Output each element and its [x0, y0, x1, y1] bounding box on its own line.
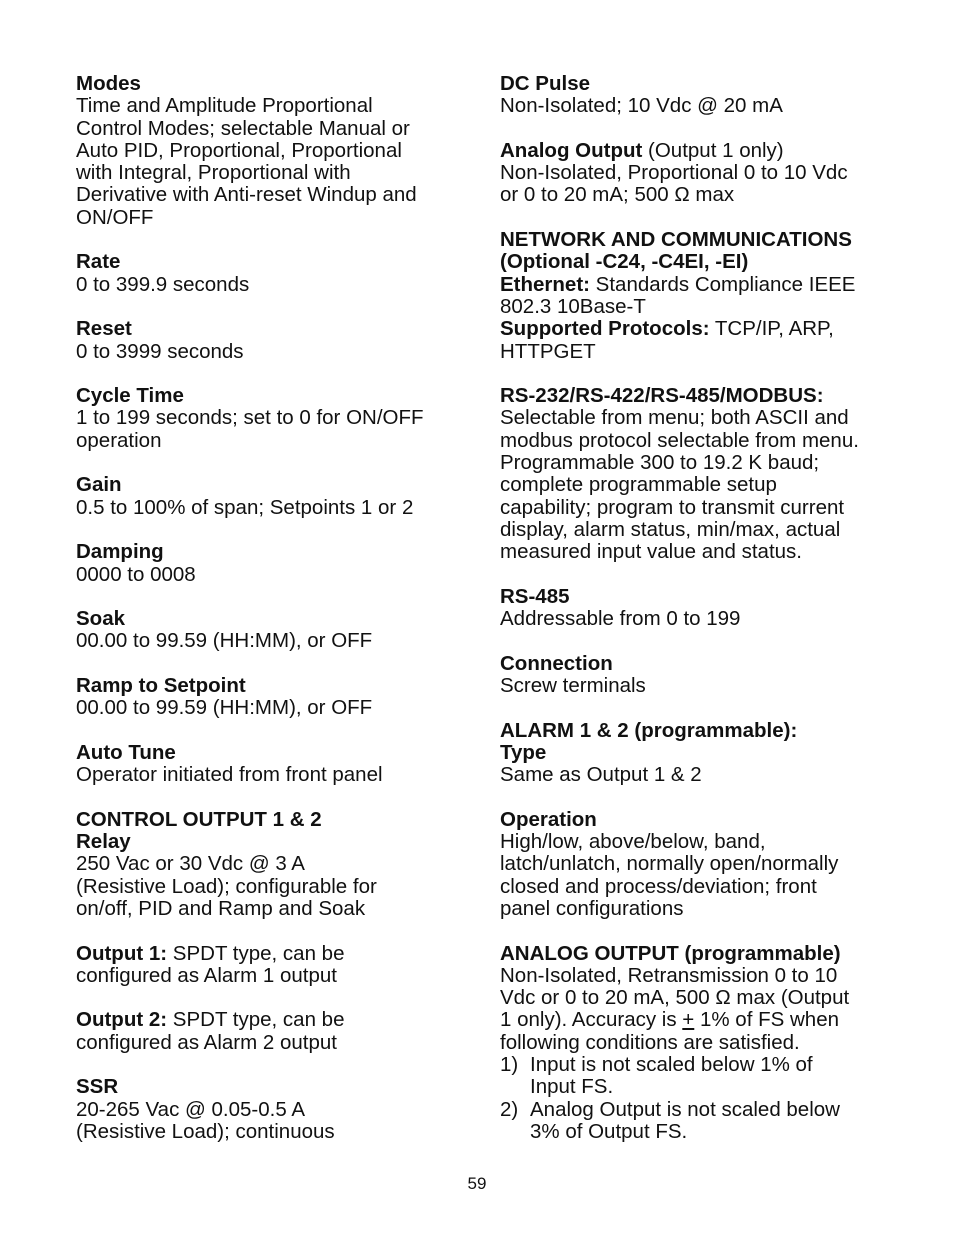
- section-heading: ALARM 1 & 2 (programmable):: [500, 718, 798, 742]
- section-heading: RS-485: [500, 584, 570, 608]
- body-line: complete programmable setup: [500, 473, 777, 497]
- body-line: on/off, PID and Ramp and Soak: [76, 896, 366, 920]
- body-line: 0.5 to 100% of span; Setpoints 1 or 2: [76, 495, 414, 519]
- spec-section: [76, 608, 476, 653]
- spec-section: [76, 73, 476, 229]
- section-heading: CONTROL OUTPUT 1 & 2: [76, 807, 322, 831]
- section-heading: Rate: [76, 250, 121, 274]
- spec-section: [76, 541, 476, 586]
- body-line: Derivative with Anti-reset Windup and: [76, 183, 417, 207]
- body-line: Programmable 300 to 19.2 K baud;: [500, 451, 820, 475]
- body-line: Selectable from menu; both ASCII and: [500, 406, 849, 430]
- body-line: 250 Vac or 30 Vdc @ 3 A: [76, 852, 305, 876]
- body-line: configured as Alarm 1 output: [76, 963, 337, 987]
- section-subheading: Relay: [76, 830, 131, 854]
- list-item: [500, 1099, 900, 1144]
- body-line: 802.3 10Base-T: [500, 294, 646, 318]
- body-line: panel configurations: [500, 896, 684, 920]
- body-line: Addressable from 0 to 199: [500, 607, 741, 631]
- body-line: High/low, above/below, band,: [500, 830, 766, 854]
- section-heading: (Optional -C24, -C4EI, -EI): [500, 250, 749, 274]
- body-line: configured as Alarm 2 output: [76, 1030, 337, 1054]
- body-line: 20-265 Vac @ 0.05-0.5 A: [76, 1097, 305, 1121]
- body-line: Screw terminals: [500, 674, 646, 698]
- body-line: measured input value and status.: [500, 540, 802, 564]
- body-line: ON/OFF: [76, 205, 154, 229]
- section-heading: NETWORK AND COMMUNICATIONS: [500, 228, 852, 252]
- body-line: modbus protocol selectable from menu.: [500, 428, 859, 452]
- inline-label: Output 1:: [76, 941, 168, 965]
- body-line: 00.00 to 99.59 (HH:MM), or OFF: [76, 629, 373, 653]
- analog-output-section: [500, 140, 900, 207]
- body-line: (Resistive Load); configurable for: [76, 874, 377, 898]
- section-heading: Reset: [76, 317, 132, 341]
- section-heading: RS-232/RS-422/RS-485/MODBUS:: [500, 384, 824, 408]
- body-line: closed and process/deviation; front: [500, 874, 817, 898]
- body-line: Input FS.: [530, 1075, 614, 1099]
- rs485-section: [500, 586, 900, 631]
- inline-label: Supported Protocols:: [500, 317, 710, 341]
- body-line: 0 to 3999 seconds: [76, 339, 244, 363]
- spec-section: [76, 675, 476, 720]
- section-heading: Connection: [500, 651, 613, 675]
- rs232-section: [500, 385, 900, 563]
- body-line: 0 to 399.9 seconds: [76, 272, 250, 296]
- body-line: 0000 to 0008: [76, 562, 196, 586]
- left-spec-list: [76, 73, 476, 787]
- body-text: (Output 1 only): [642, 138, 784, 162]
- section-heading: DC Pulse: [500, 72, 590, 95]
- output-2-section: [76, 1009, 476, 1054]
- body-line: 3% of Output FS.: [530, 1119, 688, 1143]
- body-text: SPDT type, can be: [167, 941, 345, 965]
- body-text: Standards Compliance IEEE: [589, 272, 856, 296]
- spec-section: [76, 385, 476, 452]
- body-line: (Resistive Load); continuous: [76, 1119, 335, 1143]
- body-line: Auto PID, Proportional, Proportional: [76, 138, 402, 162]
- operation-section: [500, 809, 900, 920]
- dc-pulse-section: [500, 73, 900, 118]
- control-output-section: [76, 809, 476, 920]
- section-heading: Cycle Time: [76, 384, 184, 408]
- body-line: following conditions are satisfied.: [500, 1030, 800, 1054]
- section-heading: SSR: [76, 1075, 119, 1099]
- section-heading: Operation: [500, 807, 597, 831]
- spec-section: [76, 474, 476, 519]
- section-heading: Modes: [76, 72, 141, 95]
- left-column: [76, 73, 476, 1166]
- body-line: latch/unlatch, normally open/normally: [500, 852, 839, 876]
- ssr-section: [76, 1076, 476, 1143]
- body-line: HTTPGET: [500, 339, 596, 363]
- alarm-section: [500, 720, 900, 787]
- body-line: Control Modes; selectable Manual or: [76, 116, 410, 140]
- list-number: 2): [500, 1097, 519, 1121]
- list-number: 1): [500, 1053, 519, 1077]
- body-text: TCP/IP, ARP,: [709, 317, 834, 341]
- body-line: Time and Amplitude Proportional: [76, 94, 373, 118]
- inline-label: Analog Output: [500, 138, 643, 162]
- body-line: display, alarm status, min/max, actual: [500, 517, 841, 541]
- section-heading: Gain: [76, 473, 122, 497]
- body-line: Vdc or 0 to 20 mA, 500 Ω max (Output: [500, 986, 850, 1010]
- section-subheading: Type: [500, 740, 547, 764]
- plus-minus-symbol: +: [682, 1008, 695, 1032]
- list-item: [500, 1054, 900, 1099]
- body-line: Same as Output 1 & 2: [500, 763, 702, 787]
- spec-section: [76, 251, 476, 296]
- body-line: with Integral, Proportional with: [76, 161, 351, 185]
- body-text: 1% of FS when: [694, 1008, 839, 1032]
- analog-programmable-section: [500, 943, 900, 1144]
- body-line: Operator initiated from front panel: [76, 763, 383, 787]
- output-1-section: [76, 943, 476, 988]
- inline-label: Ethernet:: [500, 272, 590, 296]
- section-heading: Ramp to Setpoint: [76, 674, 246, 698]
- section-heading: Soak: [76, 607, 125, 631]
- body-line: Input is not scaled below 1% of: [530, 1053, 813, 1077]
- spec-section: [76, 742, 476, 787]
- body-text: 1 only). Accuracy is: [500, 1008, 683, 1032]
- section-heading: ANALOG OUTPUT (programmable): [500, 941, 841, 965]
- inline-label: Output 2:: [76, 1008, 168, 1032]
- spec-section: [76, 318, 476, 363]
- body-line: capability; program to transmit current: [500, 495, 845, 519]
- page-number: 59: [467, 1174, 487, 1193]
- body-text: SPDT type, can be: [167, 1008, 345, 1032]
- body-line: 00.00 to 99.59 (HH:MM), or OFF: [76, 696, 373, 720]
- section-heading: Auto Tune: [76, 740, 176, 764]
- body-line: Non-Isolated; 10 Vdc @ 20 mA: [500, 94, 783, 118]
- right-column: [500, 73, 900, 1166]
- body-line: or 0 to 20 mA; 500 Ω max: [500, 183, 735, 207]
- body-line: operation: [76, 428, 162, 452]
- body-line: Non-Isolated, Proportional 0 to 10 Vdc: [500, 161, 848, 185]
- body-line: Analog Output is not scaled below: [530, 1097, 840, 1121]
- network-section: [500, 229, 900, 363]
- connection-section: [500, 653, 900, 698]
- body-line: 1 to 199 seconds; set to 0 for ON/OFF: [76, 406, 424, 430]
- body-line: Non-Isolated, Retransmission 0 to 10: [500, 963, 838, 987]
- section-heading: Damping: [76, 540, 164, 564]
